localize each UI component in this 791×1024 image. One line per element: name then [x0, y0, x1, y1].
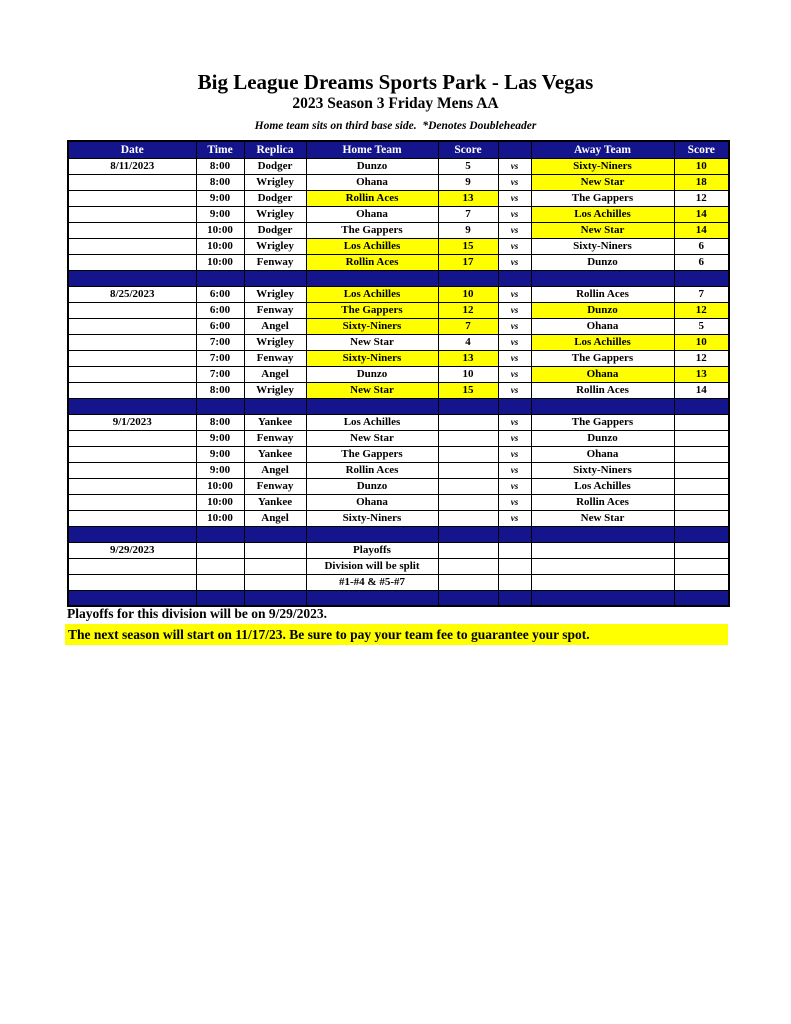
cell-vs: vs: [498, 350, 531, 366]
cell-home-team: Ohana: [306, 494, 438, 510]
cell-vs: vs: [498, 366, 531, 382]
table-row: [68, 558, 729, 574]
cell-home-score: [438, 462, 498, 478]
table-row: [68, 414, 729, 430]
cell-home-score: 10: [438, 286, 498, 302]
separator-cell: [306, 270, 438, 286]
cell-vs: vs: [498, 222, 531, 238]
cell-date: [68, 510, 196, 526]
table-row: [68, 494, 729, 510]
cell-vs: vs: [498, 238, 531, 254]
cell-away-team: Ohana: [531, 446, 674, 462]
cell-away-team: The Gappers: [531, 414, 674, 430]
cell-time: 10:00: [196, 238, 244, 254]
cell-replica: Angel: [244, 510, 306, 526]
cell-home-team: New Star: [306, 430, 438, 446]
cell-away-team: [531, 558, 674, 574]
cell-home-team: New Star: [306, 382, 438, 398]
separator-cell: [438, 398, 498, 414]
cell-vs: vs: [498, 414, 531, 430]
cell-away-score: [674, 494, 729, 510]
cell-home-team: Los Achilles: [306, 238, 438, 254]
cell-home-team: Sixty-Niners: [306, 318, 438, 334]
separator-cell: [196, 526, 244, 542]
cell-time: 9:00: [196, 190, 244, 206]
separator-cell: [244, 270, 306, 286]
separator-cell: [306, 398, 438, 414]
cell-away-score: [674, 574, 729, 590]
separator-cell: [674, 590, 729, 606]
table-row: [68, 350, 729, 366]
table-row: [68, 254, 729, 270]
cell-time: 6:00: [196, 286, 244, 302]
separator-cell: [68, 590, 196, 606]
cell-replica: [244, 558, 306, 574]
cell-replica: Wrigley: [244, 382, 306, 398]
separator-cell: [306, 526, 438, 542]
cell-away-team: Dunzo: [531, 254, 674, 270]
cell-home-score: 5: [438, 158, 498, 174]
cell-vs: vs: [498, 254, 531, 270]
header-row: [68, 141, 729, 158]
cell-away-score: 7: [674, 286, 729, 302]
cell-home-team: Dunzo: [306, 478, 438, 494]
cell-date: [68, 350, 196, 366]
cell-away-score: [674, 430, 729, 446]
cell-time: 7:00: [196, 350, 244, 366]
cell-away-team: New Star: [531, 222, 674, 238]
cell-home-score: 12: [438, 302, 498, 318]
cell-date: [68, 206, 196, 222]
cell-home-team: #1-#4 & #5-#7: [306, 574, 438, 590]
cell-vs: vs: [498, 206, 531, 222]
cell-vs: vs: [498, 334, 531, 350]
header-cell-vs: [498, 141, 531, 158]
separator-row: [68, 590, 729, 606]
cell-home-team: Rollin Aces: [306, 254, 438, 270]
cell-away-team: Rollin Aces: [531, 382, 674, 398]
cell-replica: [244, 542, 306, 558]
cell-date: [68, 174, 196, 190]
cell-away-score: [674, 478, 729, 494]
cell-away-score: [674, 510, 729, 526]
cell-date: [68, 254, 196, 270]
header-cell-date: Date: [68, 141, 196, 158]
cell-replica: Fenway: [244, 302, 306, 318]
cell-replica: Yankee: [244, 494, 306, 510]
separator-cell: [244, 398, 306, 414]
table-row: [68, 382, 729, 398]
cell-home-score: [438, 414, 498, 430]
cell-away-score: [674, 542, 729, 558]
cell-replica: Yankee: [244, 414, 306, 430]
cell-time: 10:00: [196, 494, 244, 510]
cell-time: 10:00: [196, 478, 244, 494]
cell-away-score: 12: [674, 190, 729, 206]
cell-home-score: [438, 558, 498, 574]
home-team-note: Home team sits on third base side. *Denotes Doubleheader: [254, 120, 537, 132]
cell-home-team: Los Achilles: [306, 286, 438, 302]
cell-home-team: Rollin Aces: [306, 462, 438, 478]
cell-time: 9:00: [196, 430, 244, 446]
separator-cell: [438, 526, 498, 542]
cell-time: 8:00: [196, 158, 244, 174]
separator-cell: [68, 270, 196, 286]
table-row: [68, 158, 729, 174]
cell-home-score: 13: [438, 190, 498, 206]
cell-vs: vs: [498, 190, 531, 206]
cell-away-team: Rollin Aces: [531, 494, 674, 510]
cell-date: 8/11/2023: [68, 158, 196, 174]
cell-vs: vs: [498, 430, 531, 446]
cell-date: [68, 190, 196, 206]
cell-home-score: 7: [438, 318, 498, 334]
cell-vs: vs: [498, 510, 531, 526]
cell-home-team: The Gappers: [306, 222, 438, 238]
cell-home-score: [438, 446, 498, 462]
separator-cell: [196, 398, 244, 414]
cell-home-team: The Gappers: [306, 302, 438, 318]
cell-date: [68, 238, 196, 254]
cell-vs: vs: [498, 318, 531, 334]
separator-cell: [674, 526, 729, 542]
cell-date: [68, 574, 196, 590]
page-subtitle: 2023 Season 3 Friday Mens AA: [292, 95, 499, 112]
table-row: [68, 174, 729, 190]
cell-away-score: [674, 558, 729, 574]
cell-vs: vs: [498, 174, 531, 190]
separator-cell: [306, 590, 438, 606]
cell-time: 10:00: [196, 510, 244, 526]
cell-home-score: 15: [438, 382, 498, 398]
cell-time: 10:00: [196, 254, 244, 270]
cell-away-team: Ohana: [531, 318, 674, 334]
header-cell-home-team: Home Team: [306, 141, 438, 158]
cell-away-score: [674, 462, 729, 478]
cell-date: 8/25/2023: [68, 286, 196, 302]
cell-home-score: 17: [438, 254, 498, 270]
cell-replica: Wrigley: [244, 238, 306, 254]
cell-home-team: Ohana: [306, 174, 438, 190]
cell-away-score: [674, 446, 729, 462]
separator-cell: [674, 398, 729, 414]
table-row: [68, 222, 729, 238]
cell-home-team: Division will be split: [306, 558, 438, 574]
cell-home-score: [438, 574, 498, 590]
cell-home-team: Sixty-Niners: [306, 350, 438, 366]
cell-replica: Fenway: [244, 430, 306, 446]
cell-away-team: Los Achilles: [531, 334, 674, 350]
cell-date: [68, 494, 196, 510]
cell-time: 8:00: [196, 414, 244, 430]
cell-vs: vs: [498, 462, 531, 478]
separator-cell: [531, 398, 674, 414]
cell-date: [68, 366, 196, 382]
cell-time: 7:00: [196, 366, 244, 382]
cell-date: 9/29/2023: [68, 542, 196, 558]
separator-cell: [531, 270, 674, 286]
separator-row: [68, 270, 729, 286]
cell-date: [68, 462, 196, 478]
cell-vs: vs: [498, 382, 531, 398]
separator-cell: [531, 590, 674, 606]
cell-time: 8:00: [196, 174, 244, 190]
playoffs-note: Playoffs for this division will be on 9/29/2023.: [67, 606, 328, 621]
cell-time: 6:00: [196, 302, 244, 318]
cell-time: 10:00: [196, 222, 244, 238]
separator-cell: [498, 526, 531, 542]
cell-replica: Dodger: [244, 158, 306, 174]
cell-away-team: Dunzo: [531, 430, 674, 446]
cell-date: [68, 446, 196, 462]
table-row: [68, 286, 729, 302]
cell-date: [68, 430, 196, 446]
cell-replica: [244, 574, 306, 590]
cell-time: 9:00: [196, 206, 244, 222]
separator-cell: [674, 270, 729, 286]
separator-cell: [438, 590, 498, 606]
cell-away-score: 18: [674, 174, 729, 190]
cell-home-team: Dunzo: [306, 158, 438, 174]
cell-away-team: [531, 574, 674, 590]
cell-home-score: [438, 510, 498, 526]
separator-cell: [68, 398, 196, 414]
cell-replica: Wrigley: [244, 286, 306, 302]
table-row: [68, 302, 729, 318]
cell-home-score: [438, 430, 498, 446]
schedule-table-body: [68, 158, 729, 606]
cell-home-team: Rollin Aces: [306, 190, 438, 206]
cell-away-score: 14: [674, 382, 729, 398]
cell-date: [68, 302, 196, 318]
separator-row: [68, 526, 729, 542]
cell-away-score: 14: [674, 222, 729, 238]
table-row: [68, 542, 729, 558]
cell-vs: [498, 558, 531, 574]
separator-cell: [498, 398, 531, 414]
cell-vs: vs: [498, 158, 531, 174]
cell-away-score: 12: [674, 350, 729, 366]
cell-home-team: Dunzo: [306, 366, 438, 382]
header-cell-replica: Replica: [244, 141, 306, 158]
cell-replica: Fenway: [244, 254, 306, 270]
cell-replica: Fenway: [244, 478, 306, 494]
cell-vs: [498, 542, 531, 558]
cell-away-team: Los Achilles: [531, 206, 674, 222]
separator-row: [68, 398, 729, 414]
cell-vs: vs: [498, 302, 531, 318]
cell-replica: Angel: [244, 462, 306, 478]
cell-away-team: The Gappers: [531, 350, 674, 366]
schedule-table: [67, 140, 730, 607]
cell-home-score: [438, 494, 498, 510]
table-row: [68, 206, 729, 222]
cell-away-team: Los Achilles: [531, 478, 674, 494]
cell-away-team: Rollin Aces: [531, 286, 674, 302]
table-row: [68, 478, 729, 494]
cell-away-team: Ohana: [531, 366, 674, 382]
cell-replica: Angel: [244, 318, 306, 334]
cell-home-score: 7: [438, 206, 498, 222]
cell-replica: Wrigley: [244, 334, 306, 350]
table-row: [68, 430, 729, 446]
cell-away-team: [531, 542, 674, 558]
cell-away-team: Dunzo: [531, 302, 674, 318]
header-cell-home-score: Score: [438, 141, 498, 158]
cell-time: [196, 542, 244, 558]
separator-cell: [244, 526, 306, 542]
separator-cell: [68, 526, 196, 542]
cell-home-team: The Gappers: [306, 446, 438, 462]
header-cell-away-team: Away Team: [531, 141, 674, 158]
cell-replica: Wrigley: [244, 174, 306, 190]
separator-cell: [244, 590, 306, 606]
cell-home-team: Sixty-Niners: [306, 510, 438, 526]
cell-away-score: 10: [674, 158, 729, 174]
cell-away-score: 10: [674, 334, 729, 350]
table-row: [68, 334, 729, 350]
cell-home-score: 13: [438, 350, 498, 366]
cell-time: 9:00: [196, 462, 244, 478]
cell-home-score: [438, 542, 498, 558]
cell-time: [196, 558, 244, 574]
cell-away-score: 14: [674, 206, 729, 222]
header-cell-away-score: Score: [674, 141, 729, 158]
separator-cell: [196, 270, 244, 286]
cell-home-score: 9: [438, 222, 498, 238]
cell-away-score: 6: [674, 254, 729, 270]
cell-away-team: New Star: [531, 174, 674, 190]
table-row: [68, 318, 729, 334]
cell-replica: Wrigley: [244, 206, 306, 222]
cell-away-score: 6: [674, 238, 729, 254]
cell-away-score: 5: [674, 318, 729, 334]
cell-vs: vs: [498, 494, 531, 510]
cell-time: 8:00: [196, 382, 244, 398]
cell-home-team: Los Achilles: [306, 414, 438, 430]
cell-away-team: The Gappers: [531, 190, 674, 206]
cell-away-score: 12: [674, 302, 729, 318]
cell-replica: Angel: [244, 366, 306, 382]
cell-away-team: Sixty-Niners: [531, 158, 674, 174]
cell-time: 9:00: [196, 446, 244, 462]
cell-home-score: 9: [438, 174, 498, 190]
separator-cell: [196, 590, 244, 606]
cell-date: [68, 334, 196, 350]
table-row: [68, 446, 729, 462]
cell-vs: [498, 574, 531, 590]
table-row: [68, 462, 729, 478]
table-row: [68, 574, 729, 590]
cell-away-score: 13: [674, 366, 729, 382]
cell-date: [68, 318, 196, 334]
separator-cell: [498, 590, 531, 606]
cell-vs: vs: [498, 286, 531, 302]
cell-replica: Fenway: [244, 350, 306, 366]
cell-date: [68, 382, 196, 398]
cell-time: 6:00: [196, 318, 244, 334]
cell-date: [68, 558, 196, 574]
cell-away-team: New Star: [531, 510, 674, 526]
table-row: [68, 238, 729, 254]
next-season-banner: The next season will start on 11/17/23. Be sure to pay your team fee to guarantee your spot.: [65, 624, 728, 645]
separator-cell: [498, 270, 531, 286]
cell-date: 9/1/2023: [68, 414, 196, 430]
cell-home-score: [438, 478, 498, 494]
cell-home-team: New Star: [306, 334, 438, 350]
cell-replica: Dodger: [244, 222, 306, 238]
cell-vs: vs: [498, 478, 531, 494]
cell-replica: Dodger: [244, 190, 306, 206]
cell-home-score: 4: [438, 334, 498, 350]
cell-time: 7:00: [196, 334, 244, 350]
cell-vs: vs: [498, 446, 531, 462]
table-row: [68, 366, 729, 382]
page-title: Big League Dreams Sports Park - Las Vegas: [197, 70, 594, 94]
table-row: [68, 510, 729, 526]
table-row: [68, 190, 729, 206]
cell-away-team: Sixty-Niners: [531, 238, 674, 254]
cell-home-score: 10: [438, 366, 498, 382]
separator-cell: [531, 526, 674, 542]
header-cell-time: Time: [196, 141, 244, 158]
cell-time: [196, 574, 244, 590]
cell-home-team: Playoffs: [306, 542, 438, 558]
cell-replica: Yankee: [244, 446, 306, 462]
cell-date: [68, 478, 196, 494]
cell-away-score: [674, 414, 729, 430]
separator-cell: [438, 270, 498, 286]
cell-home-team: Ohana: [306, 206, 438, 222]
cell-home-score: 15: [438, 238, 498, 254]
cell-date: [68, 222, 196, 238]
cell-away-team: Sixty-Niners: [531, 462, 674, 478]
